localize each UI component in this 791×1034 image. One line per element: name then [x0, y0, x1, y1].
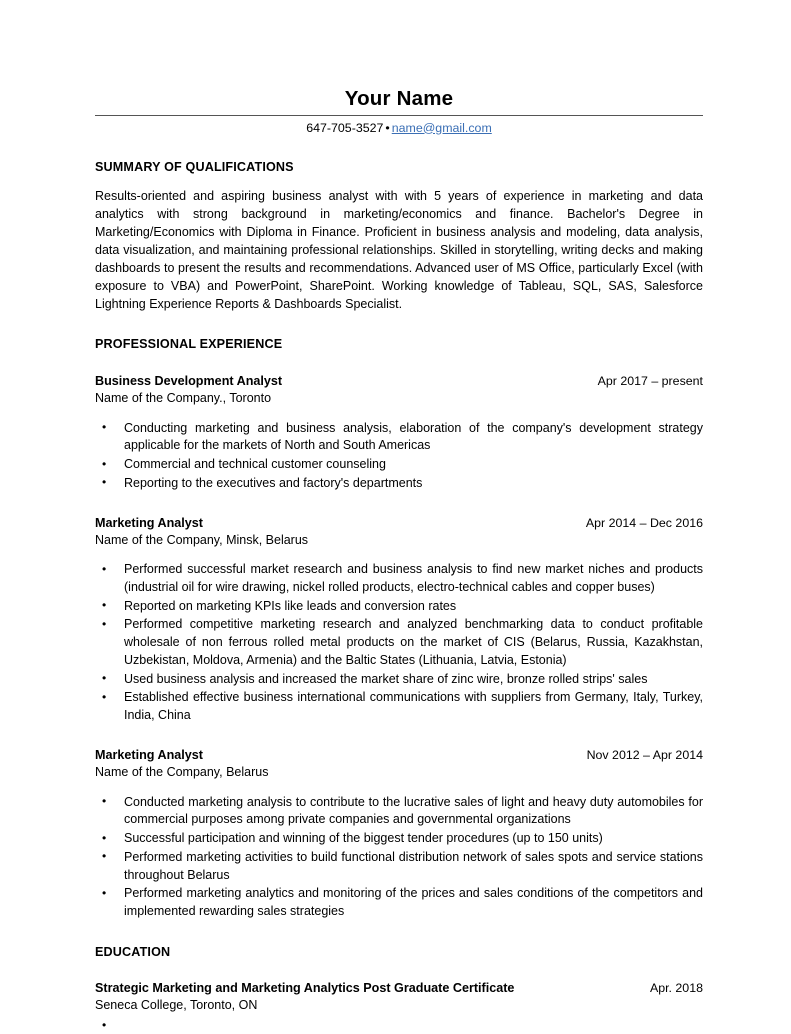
list-item: [95, 1017, 703, 1032]
list-item: • Performed competitive marketing research and analyzed benchmarking data to conduct profitable wholesale of non ferrous rolled metal products on the market of CIS (Belarus, Russia, Kazakhstan, Uzbekistan, Moldova, Armenia) and the Baltic States (Lithuania, Latvia, Estonia): [95, 616, 703, 669]
experience-entry: [95, 747, 703, 921]
resume-header: [95, 0, 703, 110]
experience-entry: [95, 515, 703, 725]
list-item: • Successful participation and winning of the biggest tender procedures (up to 150 units): [95, 830, 703, 848]
education-bullet-list: [95, 1017, 703, 1032]
email-link[interactable]: name@gmail.com: [391, 120, 492, 135]
list-item: • Performed marketing activities to build functional distribution network of sales spots and service stations throughout Belarus: [95, 849, 703, 885]
job-dates: Apr 2014 – Dec 2016: [585, 515, 703, 530]
experience-entry: [95, 373, 703, 493]
job-dates: Nov 2012 – Apr 2014: [586, 747, 703, 762]
education-entry-header: [95, 980, 703, 996]
job-company: Name of the Company, Minsk, Belarus: [95, 532, 309, 547]
list-item: • Performed marketing analytics and monitoring of the prices and sales conditions of the competitors and implemented rewarding sales strategies: [95, 885, 703, 921]
resume-content: [95, 0, 703, 1033]
contact-separator: •: [385, 120, 390, 135]
header-divider: [95, 115, 703, 116]
experience-entry-header: [95, 747, 703, 763]
list-item: • Used business analysis and increased the market share of zinc wire, bronze rolled strips' sales: [95, 671, 703, 689]
job-title: Marketing Analyst: [95, 515, 204, 530]
education-title: Strategic Marketing and Marketing Analytics Post Graduate Certificate: [95, 980, 515, 995]
job-dates: Apr 2017 – present: [597, 374, 703, 389]
experience-entry-header: [95, 515, 703, 531]
section-title-education: EDUCATION: [95, 944, 171, 959]
list-item: • Conducting marketing and business analysis, elaboration of the company's development strategy applicable for the markets of North and South Americas: [95, 420, 703, 456]
education-entry: [95, 980, 703, 1033]
summary-paragraph: Results-oriented and aspiring business analyst with with 5 years of experience in marketing and data analytics with strong background in marketing/economics and finance. Bachelor's Degree in Marketing/Economics with Diploma in Finance. Proficient in business analysis and modeling, data analysis, data visualization, and maintaining professional relationships. Skilled in storytelling, writing decks and making dashboards to present the results and recommendations. Advanced user of MS Office, particularly Excel (with exposure to VBA) and PowerPoint, SharePoint. Working knowledge of Tableau, SQL, SAS, Salesforce Lightning Experience Reports & Dashboards Specialist.: [95, 189, 703, 312]
job-bullet-list: [95, 561, 703, 725]
contact-line: [95, 121, 703, 137]
job-title: Business Development Analyst: [95, 374, 283, 389]
list-item: • Conducted marketing analysis to contribute to the lucrative sales of light and heavy duty automobiles for commercial purposes among private companies and governmental organizations: [95, 794, 703, 830]
candidate-name: Your Name: [344, 87, 454, 110]
job-title: Marketing Analyst: [95, 747, 204, 762]
education-school: Seneca College, Toronto, ON: [95, 998, 258, 1013]
job-company: Name of the Company, Belarus: [95, 765, 269, 780]
section-title-summary: SUMMARY OF QUALIFICATIONS: [95, 160, 294, 175]
experience-entry-header: [95, 373, 703, 389]
job-company: Name of the Company., Toronto: [95, 391, 272, 406]
list-item: • Performed successful market research and business analysis to find new market niches and products (industrial oil for wire drawing, nickel rolled products, electro-technical cables and copper buses): [95, 561, 703, 597]
list-item: • Reported on marketing KPIs like leads and conversion rates: [95, 598, 703, 616]
job-bullet-list: [95, 420, 703, 493]
list-item: • Reporting to the executives and factory's departments: [95, 475, 703, 493]
education-date: Apr. 2018: [649, 980, 703, 995]
section-title-experience: PROFESSIONAL EXPERIENCE: [95, 337, 283, 352]
list-item: • Commercial and technical customer counseling: [95, 456, 703, 474]
phone-number: 647-705-3527: [306, 120, 384, 135]
list-item: • Established effective business international communications with suppliers from Germany, Italy, Turkey, India, China: [95, 689, 703, 725]
job-bullet-list: [95, 794, 703, 921]
